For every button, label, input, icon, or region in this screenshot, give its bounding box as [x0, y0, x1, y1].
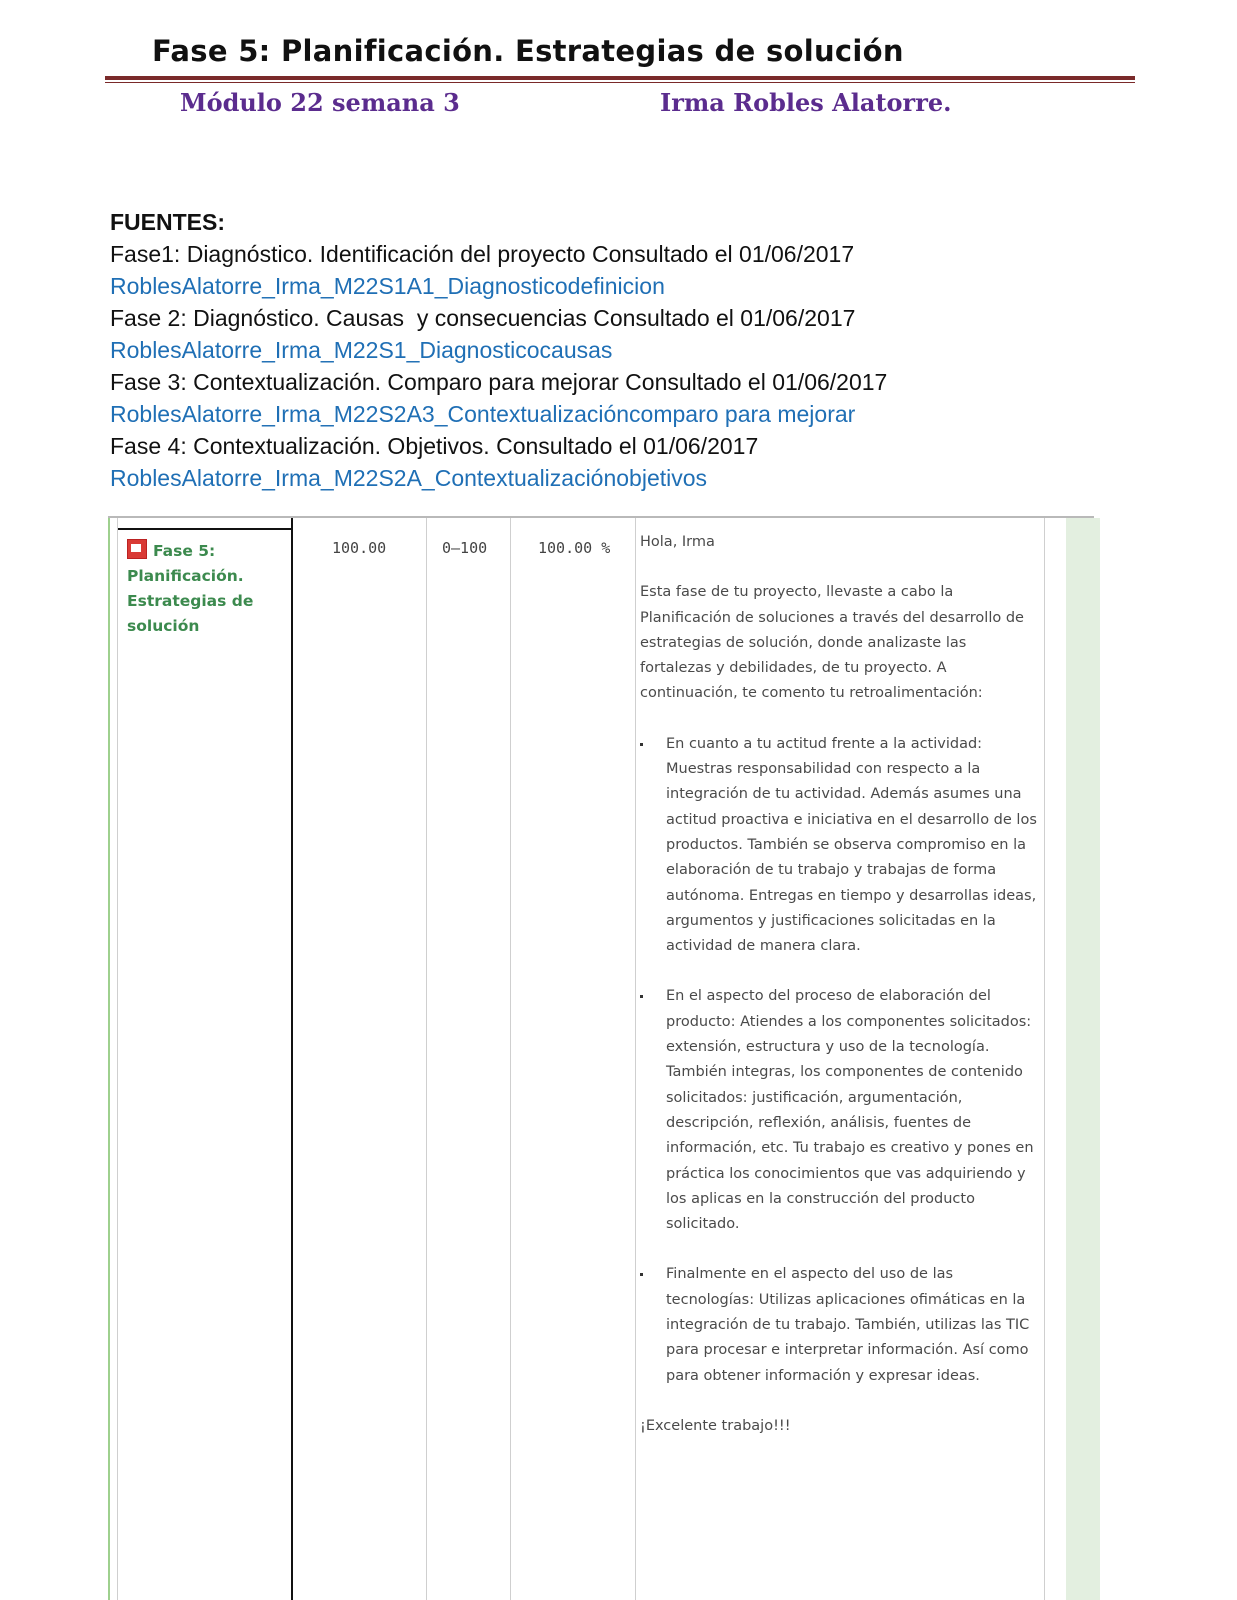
source-link[interactable]: RoblesAlatorre_Irma_M22S2A_Contextualizaciónobjetivos	[110, 465, 708, 491]
feedback-cell	[640, 530, 1040, 1439]
source-text: Fase 2: Diagnóstico. Causas y consecuencias Consultado el 01/06/2017	[110, 305, 856, 331]
feedback-bullet: Finalmente en el aspecto del uso de las tecnologías: Utilizas aplicaciones ofimáticas en la integración de tu trabajo. También, utilizas las TIC para procesar e interpretar información. Así como para obtener información y expresar ideas.	[640, 1262, 1040, 1388]
feedback-intro: Esta fase de tu proyecto, llevaste a cabo la Planificación de soluciones a través del desarrollo de estrategias de solución, donde analizaste las fortalezas y debilidades, de tu proyecto. A continuación, te comento tu retroalimentación:	[640, 584, 1024, 702]
activity-link[interactable]	[127, 539, 287, 639]
pdf-icon	[127, 539, 147, 559]
author-name: Irma Robles Alatorre.	[660, 88, 952, 117]
source-link[interactable]: RoblesAlatorre_Irma_M22S1_Diagnosticocausas	[110, 337, 613, 363]
column-divider	[117, 518, 118, 1600]
title-rule-thin	[105, 82, 1135, 83]
title-rule	[105, 76, 1135, 80]
column-divider	[1044, 518, 1045, 1600]
column-divider	[635, 518, 636, 1600]
source-link[interactable]: RoblesAlatorre_Irma_M22S2A3_Contextualizacióncomparo para mejorar	[110, 401, 856, 427]
column-divider	[426, 518, 427, 1600]
feedback-greeting: Hola, Irma	[640, 534, 715, 550]
side-panel	[1066, 518, 1100, 1600]
column-divider	[291, 518, 293, 1600]
table-top-border	[108, 516, 1094, 518]
module-label: Módulo 22 semana 3	[180, 88, 460, 117]
row-top-border	[117, 528, 293, 530]
page-title: Fase 5: Planificación. Estrategias de solución	[152, 34, 904, 68]
feedback-bullet: En cuanto a tu actitud frente a la actividad: Muestras responsabilidad con respecto a la integración de tu actividad. Además asumes una actitud proactiva e iniciativa en el desarrollo de los productos. También se observa compromiso en la elaboración de tu trabajo y trabajas de forma autónoma. Entregas en tiempo y desarrollas ideas, argumentos y justificaciones solicitadas en la actividad de manera clara.	[640, 732, 1040, 960]
source-text: Fase 3: Contextualización. Comparo para mejorar Consultado el 01/06/2017	[110, 369, 888, 395]
grade-table-screenshot	[108, 516, 1116, 1600]
grade-percentage: 100.00 %	[538, 539, 611, 557]
table-left-accent	[108, 518, 110, 1600]
activity-name: Fase 5: Planificación. Estrategias de solución	[127, 542, 254, 635]
feedback-list	[640, 732, 1040, 1389]
feedback-closing: ¡Excelente trabajo!!!	[640, 1417, 791, 1434]
column-divider	[510, 518, 511, 1600]
sources-section	[110, 206, 1120, 494]
source-link[interactable]: RoblesAlatorre_Irma_M22S1A1_Diagnosticodefinicion	[110, 273, 665, 299]
source-text: Fase1: Diagnóstico. Identificación del proyecto Consultado el 01/06/2017	[110, 241, 855, 267]
grade-value: 100.00	[332, 539, 387, 557]
grade-range: 0–100	[442, 539, 488, 557]
feedback-bullet: En el aspecto del proceso de elaboración del producto: Atiendes a los componentes solicitados: extensión, estructura y uso de la tecnología. También integras, los componentes de contenido solicitados: justificación, argumentación, descripción, reflexión, análisis, fuentes de información, etc. Tu trabajo es creativo y pones en práctica los conocimientos que vas adquiriendo y los aplicas en la construcción del producto solicitado.	[640, 984, 1040, 1237]
sources-heading: FUENTES:	[110, 209, 225, 235]
source-text: Fase 4: Contextualización. Objetivos. Consultado el 01/06/2017	[110, 433, 759, 459]
